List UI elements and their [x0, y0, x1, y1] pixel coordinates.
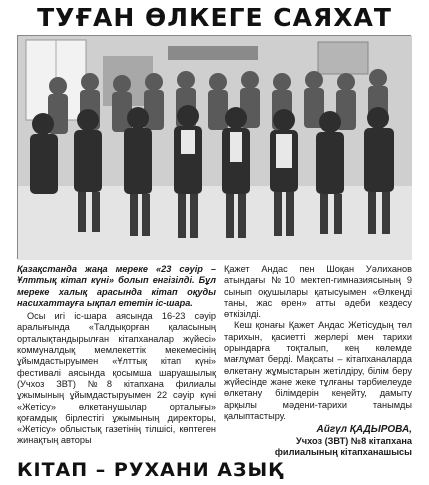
article-headline: ТУҒАН ӨЛКЕГЕ САЯХАТ: [37, 3, 392, 32]
author-workplace: филиалының кітапханашысы: [274, 447, 412, 458]
article-column-right: [224, 264, 412, 459]
article-paragraph: Қажет Андас пен Шоқан Уәлиханов атындағы №10 мектеп-гимназиясының 9 сынып оқушылары қатысуымен «Өлкеңді таны, жас өрен» атты әдеби кездесу өткізілді.: [224, 264, 412, 320]
author-signature: [224, 424, 412, 459]
article-lead: Қазақстанда жаңа мереке «23 сәуір – Ұлттық кітап күні» болып енгізілді. Бұл мереке халық арасында кітап оқуды насихаттауға ықпал ететін іс-шара.: [17, 264, 216, 308]
group-photo: [17, 35, 411, 259]
author-name: Айгүл ҚАДЫРОВА,: [316, 424, 412, 436]
author-position: Учхоз (ЗВТ) №8 кітапхана: [296, 435, 412, 446]
next-article-headline: КІТАП – РУХАНИ АЗЫҚ: [17, 459, 284, 481]
article-column-left: [17, 264, 216, 447]
article-paragraph: Осы игі іс-шара аясында 16-23 сәуір аралығында «Талдықорған қаласының орталықтандырылған кітапханалар жүйесі» коммуналдық мемлекеттік мекемесінің ұйымдастыруымен «Ұлттық кітап күні» фестивалі аясында қосымша шаруашылық (Учхоз ЗВТ) №8 кітапхана филиалы ұжымының ұйымдастыруымен 22 сәуір күні «Жетісу» өлкетанушылар орталығы» қоғамдық бірлестігі ұжымының директоры, «Жетісу» облыстық газетінің тілшісі, көптеген жинақтың авторы: [17, 311, 216, 446]
article-paragraph: Кеш қонағы Қажет Андас Жетісудың төл тарихын, қасиетті жерлері мен тарихи орындарға тоқталып, кең көлемде мағлұмат берді. Мақсаты – кітапханаларда өлкетану жұмыстарын жетілдіру, білім беру жүйесінде және жеке тұлғаны тәрбиелеуде өлкетану білімдерін кеңейту, дамыту арқылы мәдени-тарихи танымды қалыптастыру.: [224, 320, 412, 421]
